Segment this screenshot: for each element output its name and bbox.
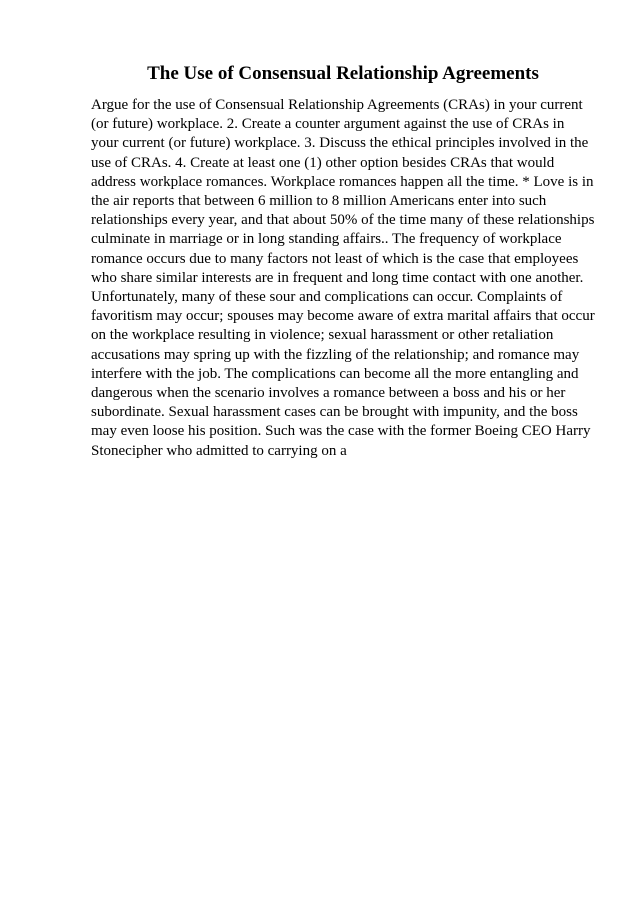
body-line: your current (or future) workplace. 3. Discuss the ethical principles involved in the <box>91 135 589 152</box>
body-line: subordinate. Sexual harassment cases can be brought with impunity, and the boss <box>91 404 578 421</box>
body-line: interfere with the job. The complications can become all the more entangling and <box>91 365 579 382</box>
body-line: (or future) workplace. 2. Create a counter argument against the use of CRAs in <box>91 116 565 133</box>
document-body <box>91 96 595 461</box>
body-line: who share similar interests are in frequent and long time contact with one another. <box>91 269 584 286</box>
body-line: on the workplace resulting in violence; sexual harassment or other retaliation <box>91 327 554 344</box>
body-line: Argue for the use of Consensual Relationship Agreements (CRAs) in your current <box>91 97 583 113</box>
body-line: favoritism may occur; spouses may become aware of extra marital affairs that occur <box>91 308 595 325</box>
body-line: address workplace romances. Workplace romances happen all the time. * Love is in <box>91 173 594 190</box>
body-line: dangerous when the scenario involves a romance between a boss and his or her <box>91 385 566 402</box>
body-line: culminate in marriage or in long standing affairs.. The frequency of workplace <box>91 231 562 248</box>
body-line: Stonecipher who admitted to carrying on a <box>91 442 347 459</box>
document-title: The Use of Consensual Relationship Agreements <box>147 63 539 84</box>
body-line: accusations may spring up with the fizzling of the relationship; and romance may <box>91 346 580 363</box>
body-line: use of CRAs. 4. Create at least one (1) other option besides CRAs that would <box>91 154 555 171</box>
body-line: relationships every year, and that about 50% of the time many of these relationships <box>91 212 595 229</box>
body-line: Unfortunately, many of these sour and complications can occur. Complaints of <box>91 289 563 306</box>
body-line: may even loose his position. Such was the case with the former Boeing CEO Harry <box>91 423 591 440</box>
body-line: the air reports that between 6 million to 8 million Americans enter into such <box>91 193 547 210</box>
body-line: romance occurs due to many factors not least of which is the case that employees <box>91 250 579 267</box>
